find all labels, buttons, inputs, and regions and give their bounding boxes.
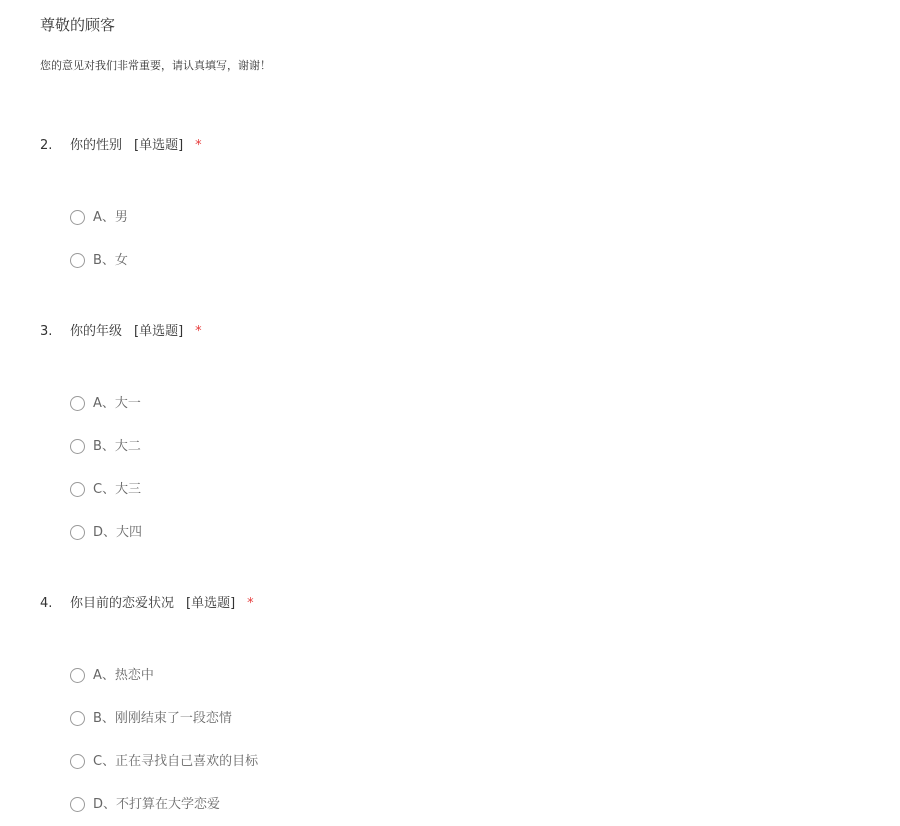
question-text: 你的年级	[70, 324, 123, 339]
option-gender-b[interactable]	[70, 239, 128, 282]
options-list	[70, 196, 128, 282]
question-title	[40, 322, 860, 342]
question-title	[40, 136, 860, 156]
radio-button[interactable]	[70, 668, 85, 683]
radio-button[interactable]	[70, 253, 85, 268]
greeting-title: 尊敬的顾客	[40, 16, 116, 34]
question-relationship	[40, 594, 860, 812]
question-number: 3.	[40, 324, 53, 339]
question-number: 4.	[40, 596, 53, 611]
option-label: D、大四	[93, 524, 143, 540]
required-mark: *	[195, 138, 202, 153]
question-gender	[40, 136, 860, 268]
radio-button[interactable]	[70, 396, 85, 411]
radio-button[interactable]	[70, 711, 85, 726]
option-relationship-b[interactable]	[70, 697, 258, 740]
radio-button[interactable]	[70, 210, 85, 225]
option-label: C、大三	[93, 481, 142, 497]
option-grade-a[interactable]	[70, 382, 142, 425]
option-grade-d[interactable]	[70, 511, 142, 554]
option-label: B、刚刚结束了一段恋情	[93, 710, 232, 726]
options-list	[70, 654, 258, 826]
option-label: D、不打算在大学恋爱	[93, 796, 221, 812]
required-mark: *	[247, 596, 254, 611]
option-relationship-a[interactable]	[70, 654, 258, 697]
option-relationship-d[interactable]	[70, 783, 258, 826]
radio-button[interactable]	[70, 439, 85, 454]
option-label: B、大二	[93, 438, 141, 454]
question-type-label: [单选题]	[134, 138, 184, 153]
question-number: 2.	[40, 138, 53, 153]
radio-button[interactable]	[70, 797, 85, 812]
question-text: 你目前的恋爱状况	[70, 596, 175, 611]
option-label: A、男	[93, 209, 128, 225]
option-label: A、热恋中	[93, 667, 154, 683]
options-list	[70, 382, 142, 554]
option-grade-b[interactable]	[70, 425, 142, 468]
intro-text: 您的意见对我们非常重要，请认真填写，谢谢！	[40, 59, 271, 72]
option-relationship-c[interactable]	[70, 740, 258, 783]
question-title	[40, 594, 860, 614]
option-label: A、大一	[93, 395, 141, 411]
option-label: B、女	[93, 252, 128, 268]
required-mark: *	[195, 324, 202, 339]
question-type-label: [单选题]	[134, 324, 184, 339]
radio-button[interactable]	[70, 754, 85, 769]
option-gender-a[interactable]	[70, 196, 128, 239]
option-label: C、正在寻找自己喜欢的目标	[93, 753, 259, 769]
question-type-label: [单选题]	[186, 596, 236, 611]
radio-button[interactable]	[70, 482, 85, 497]
radio-button[interactable]	[70, 525, 85, 540]
option-grade-c[interactable]	[70, 468, 142, 511]
question-text: 你的性别	[70, 138, 123, 153]
question-grade	[40, 322, 860, 540]
